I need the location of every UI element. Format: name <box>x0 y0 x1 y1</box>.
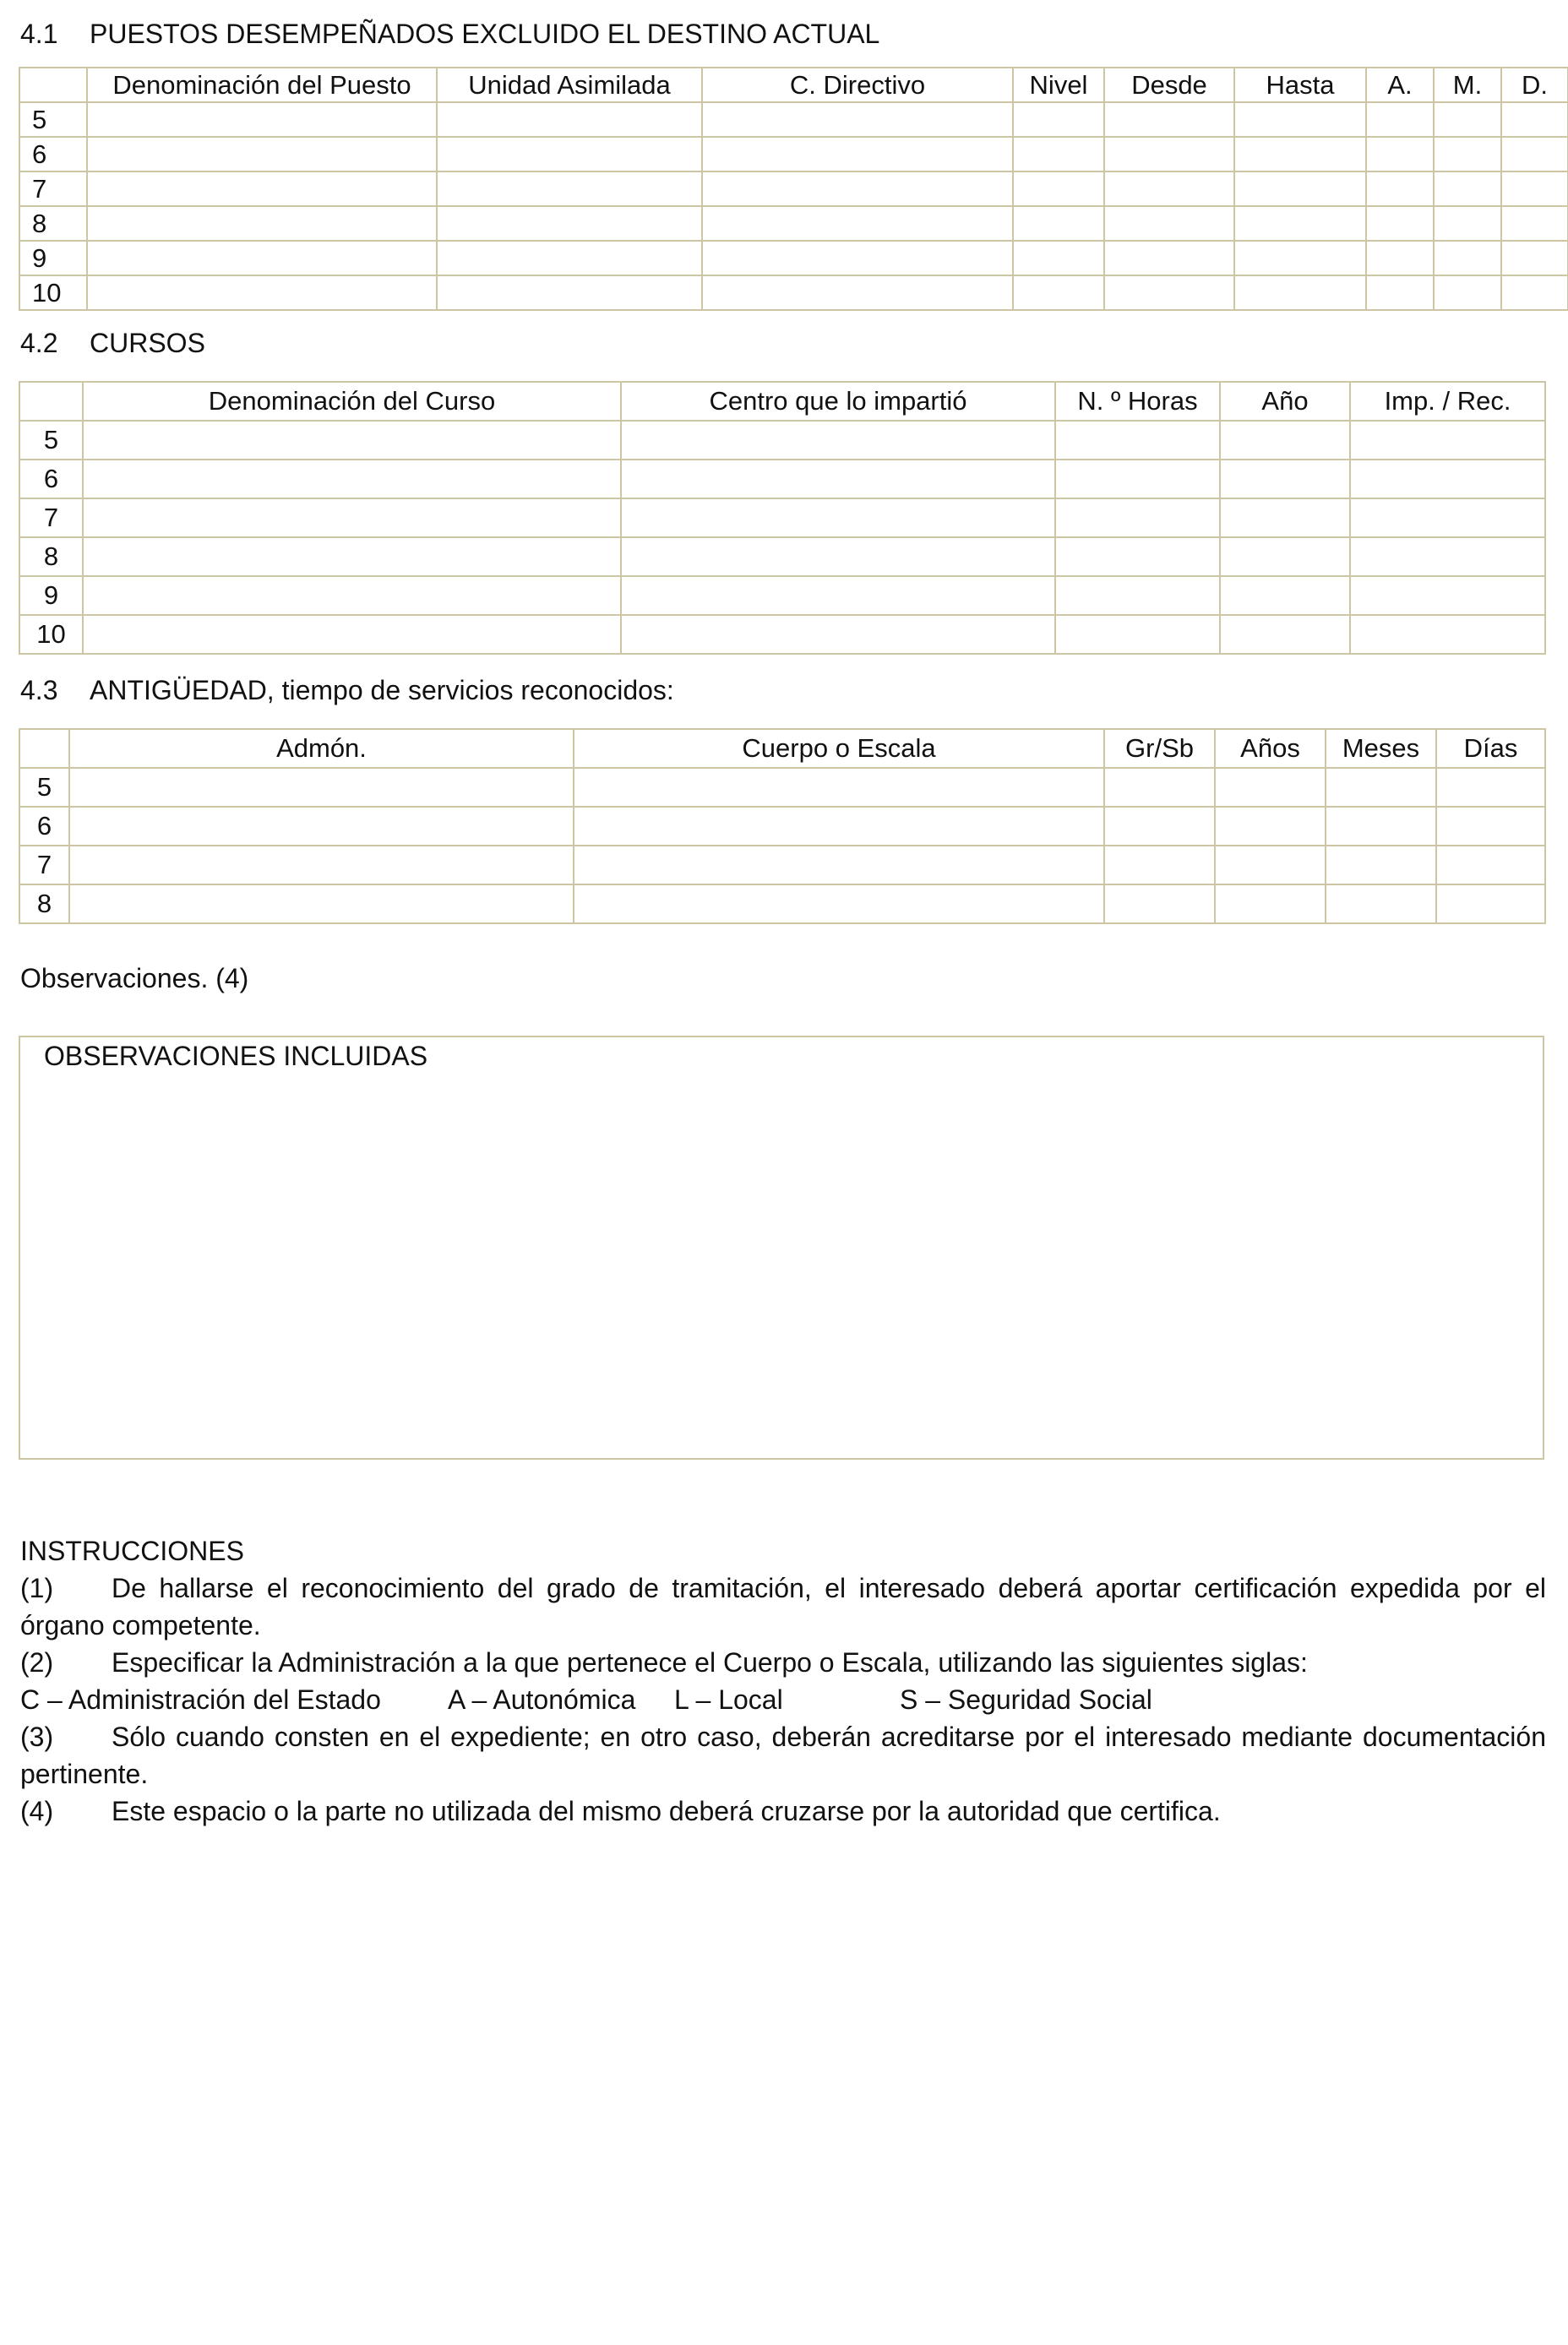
column-header: Cuerpo o Escala <box>574 729 1104 768</box>
table-cell[interactable] <box>1104 241 1234 275</box>
table-cell[interactable] <box>1234 241 1366 275</box>
column-header: Admón. <box>69 729 574 768</box>
table-row <box>19 498 1545 537</box>
table-cell[interactable] <box>1436 807 1545 846</box>
table-cell[interactable] <box>1215 768 1326 807</box>
header-corner-cell <box>19 382 83 421</box>
table-cell[interactable] <box>1501 206 1568 241</box>
row-number: 6 <box>19 460 83 498</box>
siglas-line <box>20 1681 1546 1718</box>
table-cell[interactable] <box>1104 884 1215 923</box>
table-cell[interactable] <box>1104 102 1234 137</box>
table-cell[interactable] <box>1104 768 1215 807</box>
table-cell[interactable] <box>1434 171 1501 206</box>
instruction-item-3 <box>20 1718 1546 1793</box>
row-number: 5 <box>19 102 87 137</box>
table-cell[interactable] <box>1104 137 1234 171</box>
table-cell[interactable] <box>621 498 1055 537</box>
table-row <box>19 576 1545 615</box>
table-cell[interactable] <box>702 241 1013 275</box>
table-cell[interactable] <box>1501 137 1568 171</box>
table-cell[interactable] <box>437 206 702 241</box>
table-row <box>19 807 1545 846</box>
header-corner-cell <box>19 729 69 768</box>
section-title-text: ANTIGÜEDAD, tiempo de servicios reconocidos: <box>90 675 674 705</box>
column-header: Unidad Asimilada <box>437 68 702 102</box>
row-number: 7 <box>19 846 69 884</box>
table-cell[interactable] <box>574 768 1104 807</box>
table-cell[interactable] <box>83 537 621 576</box>
table-row <box>19 102 1568 137</box>
observations-label: Observaciones. (4) <box>20 963 249 993</box>
table-row <box>19 206 1568 241</box>
table-cell[interactable] <box>1055 537 1220 576</box>
table-header-row <box>19 382 1545 421</box>
sigla-c: C – Administración del Estado <box>20 1684 381 1715</box>
table-cell[interactable] <box>1350 537 1545 576</box>
table-cell[interactable] <box>702 102 1013 137</box>
table-row <box>19 275 1568 310</box>
instruction-item-1 <box>20 1570 1546 1644</box>
header-corner-cell <box>19 68 87 102</box>
instruction-item-4 <box>20 1793 1546 1830</box>
column-header: Imp. / Rec. <box>1350 382 1545 421</box>
table-cell[interactable] <box>83 498 621 537</box>
table-cell[interactable] <box>1434 241 1501 275</box>
table-cell[interactable] <box>1220 615 1350 654</box>
column-header: Año <box>1220 382 1350 421</box>
column-header: A. <box>1366 68 1434 102</box>
table-cell[interactable] <box>702 171 1013 206</box>
table-cell[interactable] <box>1436 846 1545 884</box>
table-cell[interactable] <box>437 241 702 275</box>
table-cell[interactable] <box>1436 768 1545 807</box>
instruction-number: (4) <box>20 1796 54 1826</box>
table-cell[interactable] <box>69 807 574 846</box>
table-cell[interactable] <box>437 102 702 137</box>
row-number: 5 <box>19 421 83 460</box>
table-cell[interactable] <box>1055 498 1220 537</box>
table-cell[interactable] <box>1350 576 1545 615</box>
table-cell[interactable] <box>1055 460 1220 498</box>
table-cell[interactable] <box>1366 275 1434 310</box>
column-header: Denominación del Puesto <box>87 68 437 102</box>
table-row <box>19 241 1568 275</box>
column-header: Años <box>1215 729 1326 768</box>
table-cell[interactable] <box>1436 884 1545 923</box>
row-number: 8 <box>19 537 83 576</box>
table-cell[interactable] <box>621 615 1055 654</box>
instruction-text: Especificar la Administración a la que pertenece el Cuerpo o Escala, utilizando las siguientes siglas: <box>112 1647 1308 1678</box>
table-cell[interactable] <box>621 460 1055 498</box>
row-number: 6 <box>19 807 69 846</box>
puestos-table <box>19 67 1568 311</box>
table-cell[interactable] <box>702 275 1013 310</box>
row-number: 10 <box>19 275 87 310</box>
table-cell[interactable] <box>437 171 702 206</box>
table-cell[interactable] <box>69 884 574 923</box>
table-cell[interactable] <box>1366 241 1434 275</box>
table-cell[interactable] <box>1501 102 1568 137</box>
column-header: Centro que lo impartió <box>621 382 1055 421</box>
column-header: C. Directivo <box>702 68 1013 102</box>
section-number: 4.1 <box>20 19 58 49</box>
table-row <box>19 537 1545 576</box>
table-cell[interactable] <box>87 171 437 206</box>
table-cell[interactable] <box>1234 102 1366 137</box>
table-row <box>19 171 1568 206</box>
instruction-text: Sólo cuando consten en el expediente; en otro caso, deberán acreditarse por el interesado mediante documentación pertinente. <box>20 1722 1546 1789</box>
table-cell[interactable] <box>702 206 1013 241</box>
table-cell[interactable] <box>437 275 702 310</box>
table-cell[interactable] <box>87 102 437 137</box>
table-cell[interactable] <box>1350 498 1545 537</box>
table-cell[interactable] <box>83 615 621 654</box>
row-number: 8 <box>19 884 69 923</box>
table-cell[interactable] <box>621 421 1055 460</box>
instruction-number: (3) <box>20 1722 54 1752</box>
table-cell[interactable] <box>1366 171 1434 206</box>
table-cell[interactable] <box>702 137 1013 171</box>
section-title-text: CURSOS <box>90 328 205 358</box>
table-row <box>19 884 1545 923</box>
table-cell[interactable] <box>83 576 621 615</box>
table-row <box>19 137 1568 171</box>
table-cell[interactable] <box>1234 206 1366 241</box>
table-cell[interactable] <box>1215 884 1326 923</box>
table-cell[interactable] <box>1013 275 1104 310</box>
table-cell[interactable] <box>1215 807 1326 846</box>
row-number: 9 <box>19 241 87 275</box>
column-header: Nivel <box>1013 68 1104 102</box>
table-cell[interactable] <box>1501 275 1568 310</box>
table-cell[interactable] <box>83 421 621 460</box>
column-header: Desde <box>1104 68 1234 102</box>
table-cell[interactable] <box>1434 275 1501 310</box>
row-number: 8 <box>19 206 87 241</box>
table-cell[interactable] <box>1220 576 1350 615</box>
sigla-l: L – Local <box>674 1684 783 1715</box>
table-cell[interactable] <box>1326 807 1436 846</box>
column-header: Gr/Sb <box>1104 729 1215 768</box>
table-cell[interactable] <box>574 807 1104 846</box>
table-cell[interactable] <box>574 884 1104 923</box>
table-cell[interactable] <box>1215 846 1326 884</box>
table-cell[interactable] <box>1013 137 1104 171</box>
table-cell[interactable] <box>1350 460 1545 498</box>
table-cell[interactable] <box>87 241 437 275</box>
table-cell[interactable] <box>1234 137 1366 171</box>
table-cell[interactable] <box>1220 537 1350 576</box>
table-cell[interactable] <box>87 206 437 241</box>
instructions <box>20 1532 1546 1830</box>
table-cell[interactable] <box>1013 102 1104 137</box>
column-header: D. <box>1501 68 1568 102</box>
table-row <box>19 768 1545 807</box>
table-cell[interactable] <box>83 460 621 498</box>
table-cell[interactable] <box>1501 241 1568 275</box>
table-cell[interactable] <box>1326 768 1436 807</box>
table-cell[interactable] <box>1220 460 1350 498</box>
column-header: Meses <box>1326 729 1436 768</box>
instruction-text: De hallarse el reconocimiento del grado de tramitación, el interesado deberá aportar certificación expedida por el órgano competente. <box>20 1573 1546 1640</box>
table-cell[interactable] <box>1434 102 1501 137</box>
row-number: 7 <box>19 171 87 206</box>
table-cell[interactable] <box>1104 846 1215 884</box>
column-header: Denominación del Curso <box>83 382 621 421</box>
row-number: 10 <box>19 615 83 654</box>
instruction-text: Este espacio o la parte no utilizada del mismo deberá cruzarse por la autoridad que certifica. <box>112 1796 1221 1826</box>
instruction-number: (1) <box>20 1573 54 1603</box>
table-cell[interactable] <box>1234 275 1366 310</box>
table-cell[interactable] <box>1055 421 1220 460</box>
table-cell[interactable] <box>1434 206 1501 241</box>
table-cell[interactable] <box>1220 421 1350 460</box>
instructions-heading: INSTRUCCIONES <box>20 1536 244 1566</box>
instruction-item-2 <box>20 1644 1546 1681</box>
table-cell[interactable] <box>621 576 1055 615</box>
table-cell[interactable] <box>1366 102 1434 137</box>
table-cell[interactable] <box>1350 615 1545 654</box>
section-title-antiguedad <box>20 673 674 707</box>
table-cell[interactable] <box>574 846 1104 884</box>
table-row <box>19 421 1545 460</box>
table-cell[interactable] <box>1326 846 1436 884</box>
table-cell[interactable] <box>69 846 574 884</box>
table-cell[interactable] <box>87 275 437 310</box>
table-cell[interactable] <box>1013 171 1104 206</box>
table-row <box>19 846 1545 884</box>
column-header: N. º Horas <box>1055 382 1220 421</box>
section-number: 4.2 <box>20 328 58 358</box>
table-cell[interactable] <box>621 537 1055 576</box>
table-cell[interactable] <box>1055 615 1220 654</box>
table-cell[interactable] <box>1326 884 1436 923</box>
column-header: M. <box>1434 68 1501 102</box>
table-cell[interactable] <box>69 768 574 807</box>
table-cell[interactable] <box>1013 241 1104 275</box>
instruction-number: (2) <box>20 1647 54 1678</box>
table-header-row <box>19 729 1545 768</box>
cursos-table <box>19 381 1546 655</box>
column-header: Hasta <box>1234 68 1366 102</box>
table-cell[interactable] <box>1104 206 1234 241</box>
row-number: 9 <box>19 576 83 615</box>
table-cell[interactable] <box>1366 206 1434 241</box>
row-number: 7 <box>19 498 83 537</box>
table-cell[interactable] <box>1013 206 1104 241</box>
table-cell[interactable] <box>1220 498 1350 537</box>
observations-box-text: OBSERVACIONES INCLUIDAS <box>44 1041 428 1071</box>
table-header-row <box>19 68 1568 102</box>
table-row <box>19 615 1545 654</box>
table-cell[interactable] <box>1104 807 1215 846</box>
antiguedad-table <box>19 728 1546 924</box>
table-cell[interactable] <box>1366 137 1434 171</box>
section-title-puestos <box>20 17 879 51</box>
table-cell[interactable] <box>1104 171 1234 206</box>
section-number: 4.3 <box>20 675 58 705</box>
observations-box[interactable] <box>19 1036 1544 1460</box>
table-cell[interactable] <box>1234 171 1366 206</box>
table-cell[interactable] <box>87 137 437 171</box>
table-cell[interactable] <box>1055 576 1220 615</box>
table-cell[interactable] <box>437 137 702 171</box>
column-header: Días <box>1436 729 1545 768</box>
table-row <box>19 460 1545 498</box>
row-number: 5 <box>19 768 69 807</box>
section-title-text: PUESTOS DESEMPEÑADOS EXCLUIDO EL DESTINO ACTUAL <box>90 19 880 49</box>
sigla-a: A – Autonómica <box>448 1684 636 1715</box>
table-cell[interactable] <box>1501 171 1568 206</box>
table-cell[interactable] <box>1350 421 1545 460</box>
table-cell[interactable] <box>1434 137 1501 171</box>
row-number: 6 <box>19 137 87 171</box>
section-title-cursos <box>20 326 205 360</box>
table-cell[interactable] <box>1104 275 1234 310</box>
sigla-s: S – Seguridad Social <box>900 1684 1152 1715</box>
